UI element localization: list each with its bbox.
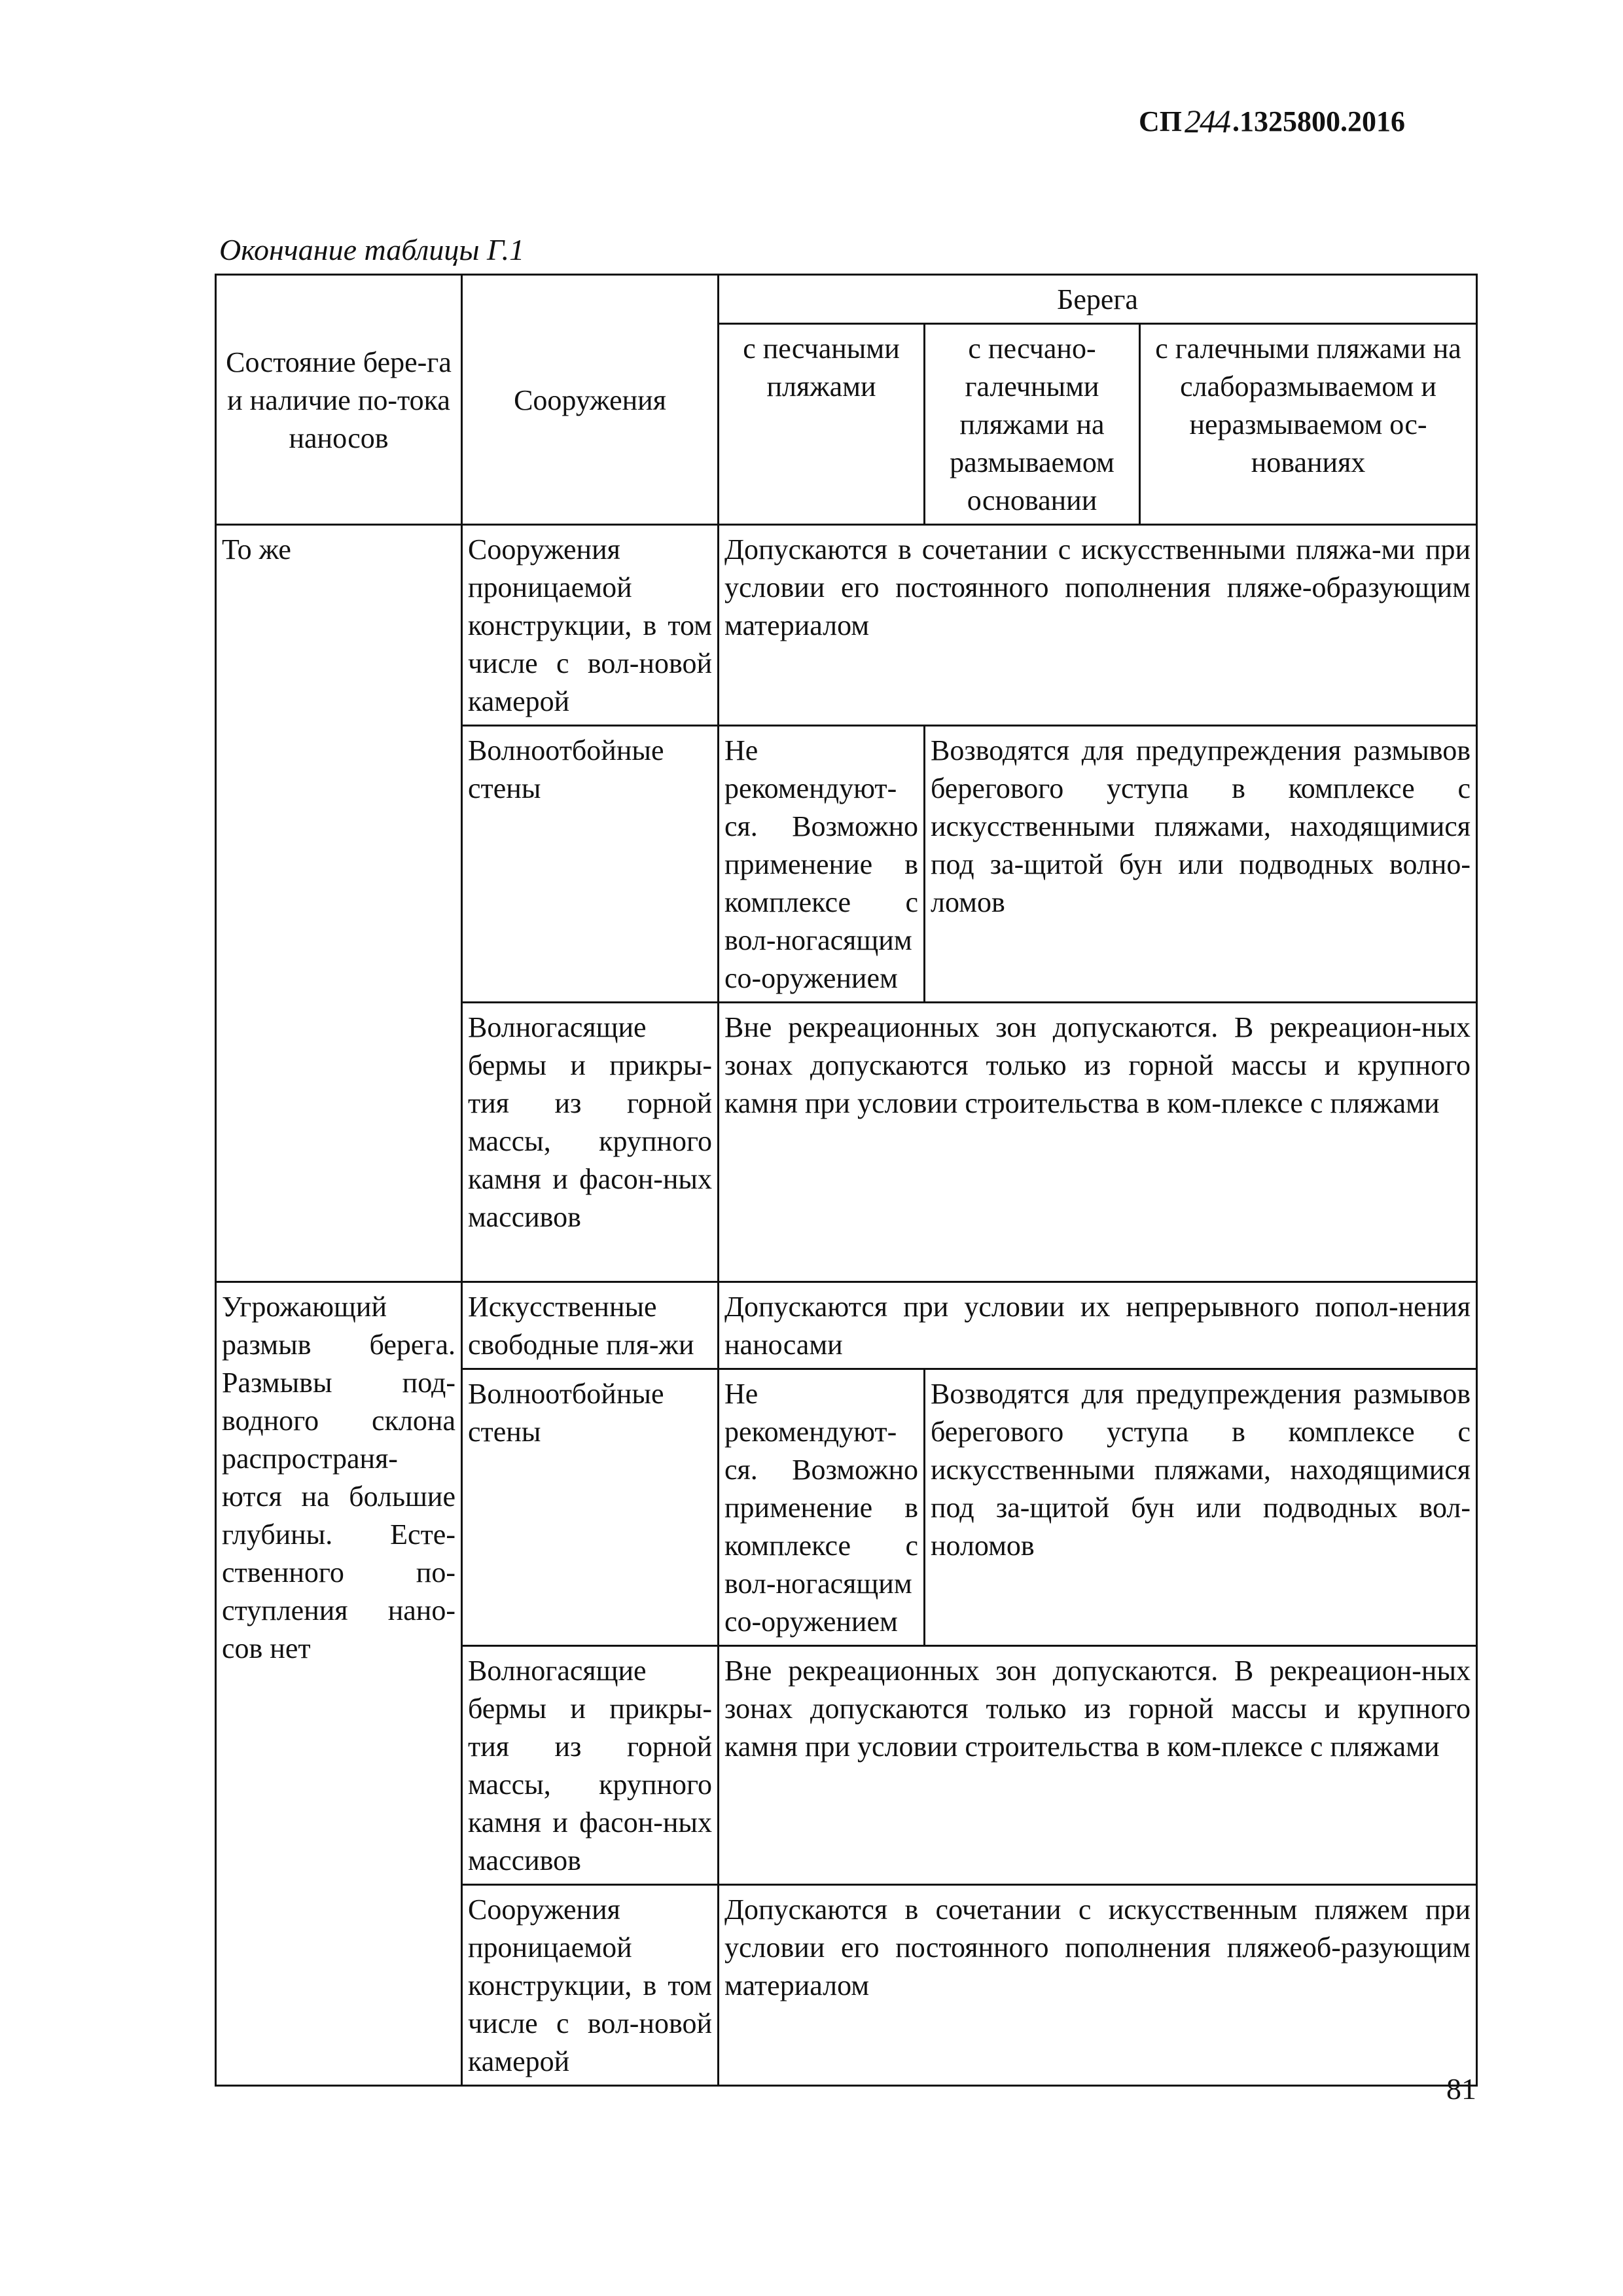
structures-table [215,274,1478,2087]
state-cell-same: То же [216,525,462,1282]
structure-cell: Волноотбойные стены [462,1369,719,1646]
recommendation-cell: Допускаются в сочетании с искусственным пляжем при условии его постоянного пополнения пляжеоб-разующим материалом [719,1885,1477,2086]
table-caption: Окончание таблицы Г.1 [219,233,525,266]
recommendation-cell: Вне рекреационных зон допускаются. В рекреацион-ных зонах допускаются только из горной массы и крупного камня при условии строительства в ком-плексе с пляжами [719,1646,1477,1885]
structure-cell: Сооружения проницаемой конструкции, в том числе с вол-новой камерой [462,1885,719,2086]
header-shores: Берега [719,275,1477,324]
structure-cell: Искусственные свободные пля-жи [462,1282,719,1369]
document-code [1139,98,1479,144]
header-pebble: с галечными пляжами на слаборазмываемом и неразмываемом ос-нованиях [1140,324,1477,525]
recommendation-cell: Возводятся для предупреждения размывов берегового уступа в комплексе с искусственными пляжами, находящимися под за-щитой бун или подводных вол-ноломов [925,1369,1477,1646]
structure-cell: Волногасящие бермы и прикры-тия из горной массы, крупного камня и фасон-ных массивов [462,1003,719,1282]
recommendation-cell: Возводятся для предупреждения размывов берегового уступа в комплексе с искусственными пляжами, находящимися под за-щитой бун или подводных волно-ломов [925,726,1477,1003]
state-cell-erosion: Угрожающий размыв берега. Размывы под-водного склона распространя-ются на большие глубины. Есте-ственного по-ступления нано-сов нет [216,1282,462,2086]
header-state: Состояние бере-га и наличие по-тока наносов [216,275,462,525]
table-row [216,525,1477,726]
recommendation-cell: Допускаются при условии их непрерывного попол-нения наносами [719,1282,1477,1369]
header-structures: Сооружения [462,275,719,525]
code-prefix: СП [1139,105,1182,137]
recommendation-cell: Допускаются в сочетании с искусственными пляжа-ми при условии его постоянного пополнения пляже-образующим материалом [719,525,1477,726]
page-number: 81 [1446,2072,1476,2106]
structure-cell: Сооружения проницаемой конструкции, в том числе с вол-новой камерой [462,525,719,726]
table-row [216,1282,1477,1369]
structure-cell: Волноотбойные стены [462,726,719,1003]
structure-cell: Волногасящие бермы и прикры-тия из горной массы, крупного камня и фасон-ных массивов [462,1646,719,1885]
recommendation-cell: Не рекомендуют-ся. Возможно применение в комплексе с вол-ногасящим со-оружением [719,726,925,1003]
recommendation-cell: Не рекомендуют-ся. Возможно применение в комплексе с вол-ногасящим со-оружением [719,1369,925,1646]
header-sand-pebble: с песчано-галечными пляжами на размываемом основании [925,324,1140,525]
header-sandy: с песчаными пляжами [719,324,925,525]
recommendation-cell: Вне рекреационных зон допускаются. В рекреацион-ных зонах допускаются только из горной массы и крупного камня при условии строительства в ком-плексе с пляжами [719,1003,1477,1282]
header-row-1 [216,275,1477,324]
handwritten-number: 244 [1185,103,1230,139]
code-suffix: .1325800.2016 [1232,105,1405,137]
